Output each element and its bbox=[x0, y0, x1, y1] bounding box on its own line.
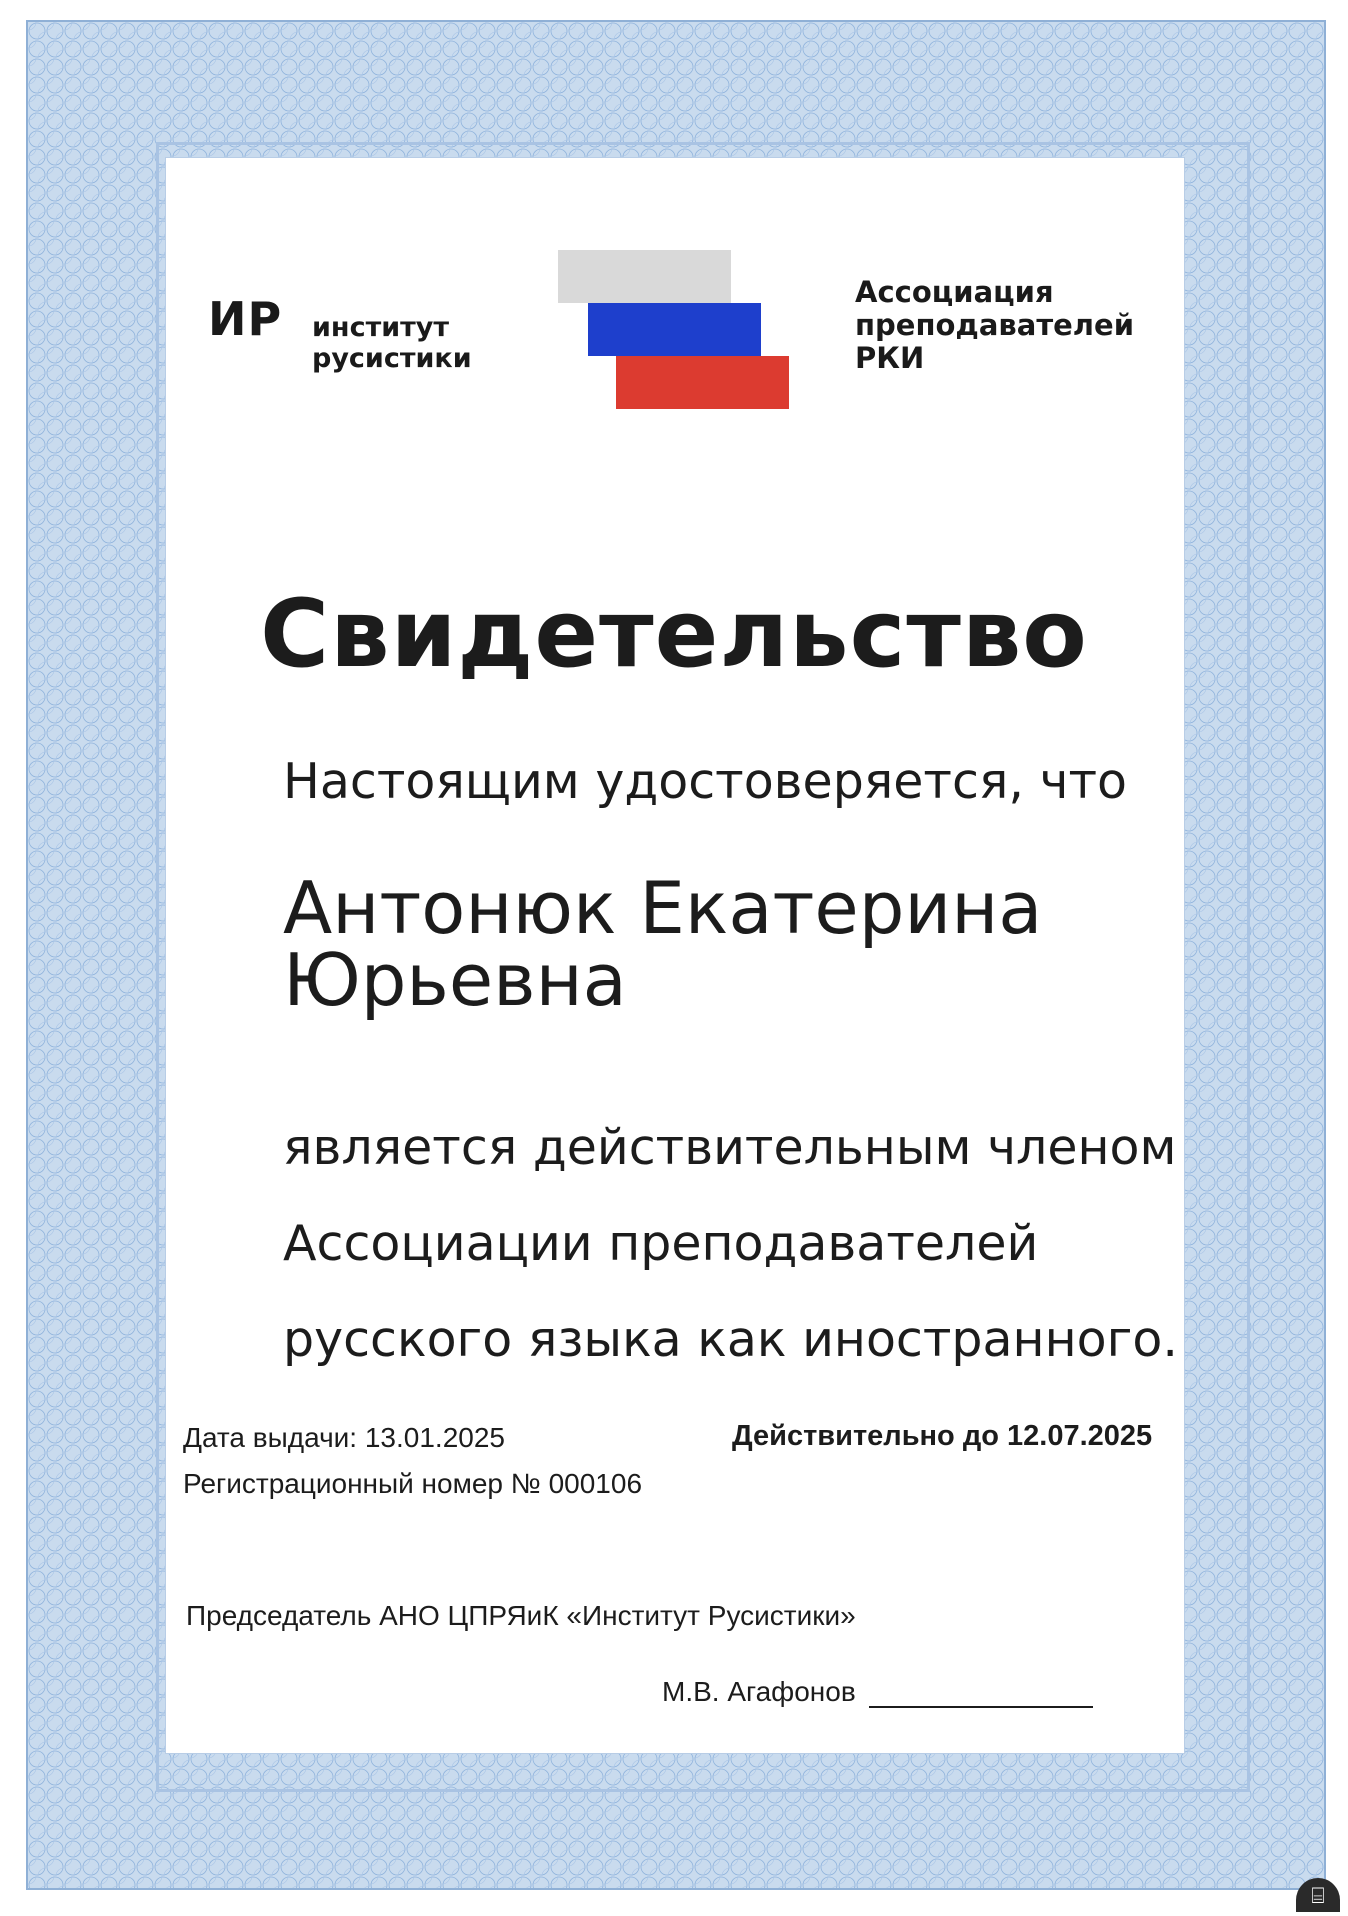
recipient-name bbox=[283, 866, 1163, 1022]
association-logo bbox=[855, 276, 1134, 375]
signature-line bbox=[869, 1706, 1093, 1708]
membership-line1: является действительным членом bbox=[283, 1119, 1177, 1176]
membership-statement bbox=[283, 1100, 1178, 1388]
text-scan-icon[interactable]: ⌸ bbox=[1296, 1878, 1340, 1912]
recipient-name-line1: Антонюк Екатерина bbox=[283, 866, 1043, 950]
issue-date: Дата выдачи: 13.01.2025 bbox=[183, 1422, 505, 1453]
registration-number: Регистрационный номер № 000106 bbox=[183, 1468, 643, 1499]
certifies-line: Настоящим удостоверяется, что bbox=[283, 753, 1128, 810]
certificate-title: Свидетельство bbox=[260, 580, 1088, 689]
membership-line3: русского языка как иностранного. bbox=[283, 1311, 1178, 1368]
ir-logo-text-line1: институт bbox=[312, 312, 450, 343]
association-logo-line2: преподавателей bbox=[855, 308, 1135, 342]
association-logo-line1: Ассоциация bbox=[855, 275, 1054, 309]
chairman-title: Председатель АНО ЦПРЯиК «Институт Русистики» bbox=[186, 1600, 856, 1631]
recipient-name-line2: Юрьевна bbox=[283, 938, 627, 1022]
flag-blue-stripe bbox=[588, 303, 761, 356]
ir-logo-text bbox=[312, 312, 472, 374]
ir-logo-mark: ИР bbox=[208, 292, 283, 346]
membership-line2: Ассоциации преподавателей bbox=[283, 1215, 1039, 1272]
valid-until: Действительно до 12.07.2025 bbox=[732, 1420, 1153, 1452]
flag-red-stripe bbox=[616, 356, 789, 409]
ir-logo-text-line2: русистики bbox=[312, 343, 472, 374]
flag-white-stripe bbox=[558, 250, 731, 303]
signer-name: М.В. Агафонов bbox=[662, 1676, 856, 1707]
association-logo-line3: РКИ bbox=[855, 341, 925, 375]
